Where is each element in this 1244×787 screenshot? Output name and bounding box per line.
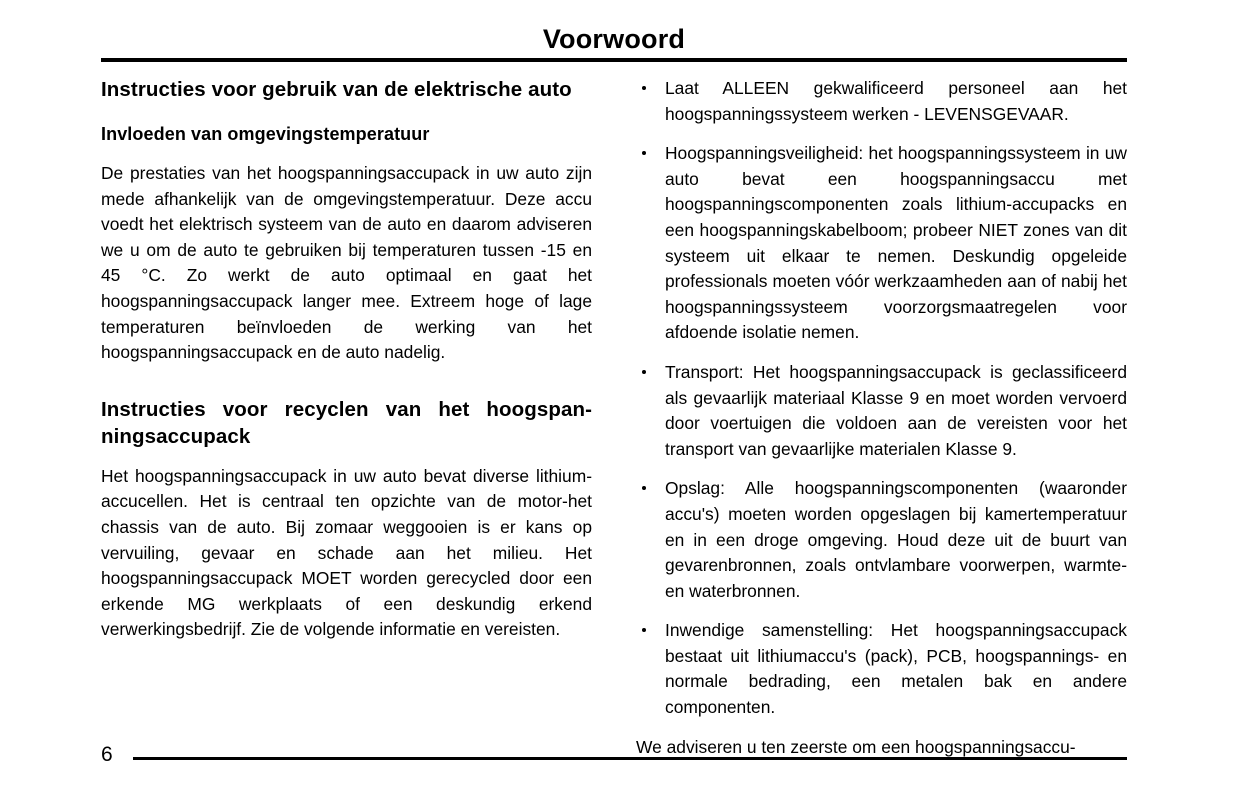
list-item bbox=[636, 76, 1127, 127]
page-title: Voorwoord bbox=[542, 24, 686, 54]
spacer bbox=[636, 721, 1127, 735]
paragraph-ambient-temperature: De prestaties van het hoogspanningsaccupack in uw auto zijn mede afhankelijk van de omgevingstemperatuur. Deze accu voedt het elektrisch systeem van de auto en daarom adviseren we u om de auto te gebruiken bij temperaturen tussen -15 en 45 °C. Zo werkt de auto optimaal en gaat het hoogspanningsaccupack langer mee. Extreem hoge of lage temperaturen beïnvloeden de werking van het hoogspanningsaccupack en de auto nadelig. bbox=[101, 163, 592, 363]
bullet-dot-icon bbox=[642, 86, 646, 90]
left-column bbox=[101, 76, 592, 643]
footer-divider bbox=[133, 757, 1127, 760]
list-item-text: Transport: Het hoogspanningsaccupack is geclassificeerd als gevaarlijk materiaal Klasse 9 en moet worden vervoerd door voertuigen die voldoen aan de vereisten voor het transport van gevaarlijke materialen Klasse 9. bbox=[665, 361, 1127, 459]
paragraph-recycling: Het hoogspanningsaccupack in uw auto bevat diverse lithium-accucellen. Het is centraal ten opzichte van de motor-het chassis van de auto. Bij zomaar weggooien is er kans op vervuiling, gevaar en schade aan het milieu. Het hoogspanningsaccupack MOET worden gerecycled door een erkende MG werkplaats of een deskundig erkend verwerkingsbedrijf. Zie de volgende informatie en vereisten. bbox=[101, 465, 592, 640]
spacer bbox=[101, 450, 592, 464]
bullet-dot-icon bbox=[642, 151, 646, 155]
bullet-dot-icon bbox=[642, 628, 646, 632]
section-heading-recycling: Instructies voor recyclen van het hoogspanningsaccupack bbox=[101, 397, 592, 448]
list-item bbox=[636, 618, 1127, 720]
list-item bbox=[636, 476, 1127, 604]
section-heading-electric-car: Instructies voor gebruik van de elektrische auto bbox=[101, 78, 572, 101]
list-item-text: Laat ALLEEN gekwalificeerd personeel aan het hoogspanningssysteem werken - LEVENSGEVAAR. bbox=[665, 78, 1127, 124]
spacer bbox=[101, 147, 592, 161]
list-item bbox=[636, 141, 1127, 346]
two-column-body bbox=[101, 76, 1127, 757]
list-item-text: Opslag: Alle hoogspanningscomponenten (waaronder accu's) moeten worden opgeslagen bij kamertemperatuur en in een droge omgeving. Houd deze uit de buurt van gevarenbronnen, zoals ontvlambare voorwerpen, warmte- en waterbronnen. bbox=[665, 478, 1127, 601]
list-item-text: Hoogspanningsveiligheid: het hoogspanningssysteem in uw auto bevat een hoogspanningsaccu met hoogspanningscomponenten zoals lithium-accupacks en een hoogspanningskabelboom; probeer NIET zones van dit systeem uit elkaar te nemen. Deskundig opgeleide professionals moeten vóór werkzaamheden aan of nabij het hoogspanningssysteem voorzorgsmaatregelen voor afdoende isolatie nemen. bbox=[665, 143, 1127, 343]
paragraph-closing-advice: We adviseren u ten zeerste om een hoogspanningsaccu- bbox=[636, 736, 1076, 757]
header-divider bbox=[101, 58, 1127, 62]
bullet-dot-icon bbox=[642, 486, 646, 490]
list-item-text: Inwendige samenstelling: Het hoogspanningsaccupack bestaat uit lithiumaccu's (pack), PCB, hoogspannings- en normale bedrading, een metalen bak en andere componenten. bbox=[665, 620, 1127, 718]
page-footer bbox=[101, 742, 1127, 772]
spacer bbox=[101, 366, 592, 396]
list-item bbox=[636, 360, 1127, 462]
subsection-heading-ambient-temperature: Invloeden van omgevingstemperatuur bbox=[101, 124, 430, 144]
bullet-dot-icon bbox=[642, 370, 646, 374]
spacer bbox=[101, 103, 592, 122]
safety-bullet-list bbox=[636, 76, 1127, 721]
page-number: 6 bbox=[101, 743, 113, 766]
page-header bbox=[101, 22, 1127, 56]
right-column bbox=[636, 76, 1127, 760]
